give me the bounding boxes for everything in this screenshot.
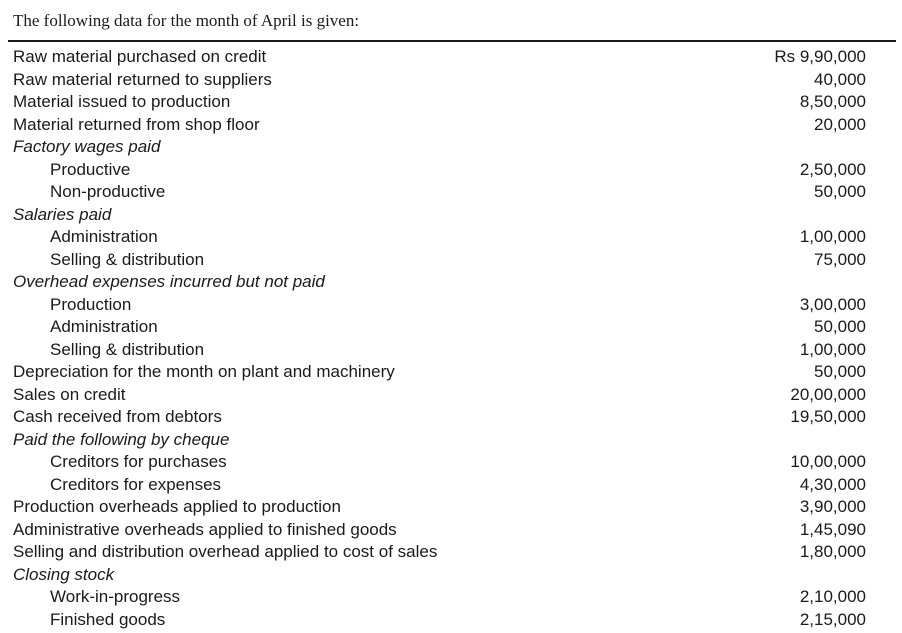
row-label: Sales on credit [13, 384, 126, 404]
row-amount: 2,10,000 [799, 587, 866, 606]
table-row [0, 519, 902, 542]
table-row [0, 159, 902, 182]
intro-text: The following data for the month of April is given: [13, 11, 360, 30]
row-label: Depreciation for the month on plant and machinery [13, 362, 395, 381]
row-amount: 1,00,000 [799, 227, 866, 246]
table-row [0, 339, 902, 362]
row-label: Selling and distribution overhead applied to cost of sales [13, 542, 438, 561]
row-amount: Rs 9,90,000 [774, 47, 866, 66]
data-table [0, 46, 902, 631]
section-heading-row [0, 204, 902, 227]
table-row [0, 249, 902, 272]
table-row [0, 451, 902, 474]
row-label: Administration [50, 227, 158, 246]
row-amount: 3,90,000 [799, 497, 866, 516]
row-label: Cash received from debtors [13, 407, 222, 426]
row-amount: 1,45,090 [799, 519, 866, 539]
table-row [0, 91, 902, 114]
table-row [0, 406, 902, 429]
row-label: Administration [50, 317, 158, 336]
row-amount: 2,50,000 [799, 159, 866, 179]
table-row [0, 226, 902, 249]
table-row [0, 474, 902, 497]
section-heading: Closing stock [13, 564, 115, 584]
table-row [0, 316, 902, 339]
row-label: Production [50, 294, 132, 314]
row-amount: 1,00,000 [799, 339, 866, 359]
row-label: Administrative overheads applied to finished goods [13, 519, 397, 539]
row-label: Non-productive [50, 182, 166, 201]
table-row [0, 586, 902, 609]
table-row [0, 384, 902, 407]
table-row [0, 294, 902, 317]
table-row [0, 541, 902, 564]
row-amount: 10,00,000 [790, 452, 866, 471]
row-amount: 40,000 [814, 69, 866, 89]
row-amount: 3,00,000 [799, 294, 866, 314]
section-heading: Salaries paid [13, 204, 112, 224]
row-label: Production overheads applied to production [13, 497, 341, 516]
row-amount: 19,50,000 [790, 407, 866, 426]
row-amount: 50,000 [814, 317, 866, 336]
section-heading-row [0, 564, 902, 587]
table-row [0, 361, 902, 384]
table-row [0, 181, 902, 204]
row-amount: 75,000 [814, 249, 866, 269]
row-label: Work-in-progress [50, 587, 181, 606]
table-row [0, 609, 902, 632]
row-label: Creditors for expenses [50, 474, 222, 494]
row-amount: 4,30,000 [799, 474, 866, 494]
table-row [0, 114, 902, 137]
row-label: Creditors for purchases [50, 452, 227, 471]
table-row [0, 69, 902, 92]
row-label: Selling & distribution [50, 339, 205, 359]
table-row [0, 496, 902, 519]
section-heading: Overhead expenses incurred but not paid [13, 272, 325, 291]
section-heading: Paid the following by cheque [13, 429, 230, 449]
row-label: Finished goods [50, 609, 166, 629]
row-amount: 1,80,000 [799, 542, 866, 561]
section-heading-row [0, 136, 902, 159]
row-amount: 8,50,000 [799, 92, 866, 111]
row-amount: 20,00,000 [790, 384, 866, 404]
section-heading-row [0, 429, 902, 452]
row-label: Raw material returned to suppliers [13, 69, 272, 89]
table-row [0, 46, 902, 69]
row-label: Productive [50, 159, 131, 179]
row-label: Raw material purchased on credit [13, 47, 267, 66]
row-amount: 50,000 [814, 362, 866, 381]
row-amount: 20,000 [814, 114, 866, 134]
row-amount: 2,15,000 [799, 609, 866, 629]
row-label: Selling & distribution [50, 249, 205, 269]
header-rule [8, 40, 896, 42]
row-label: Material returned from shop floor [13, 114, 260, 134]
row-amount: 50,000 [814, 182, 866, 201]
section-heading-row [0, 271, 902, 294]
row-label: Material issued to production [13, 92, 231, 111]
section-heading: Factory wages paid [13, 137, 161, 156]
